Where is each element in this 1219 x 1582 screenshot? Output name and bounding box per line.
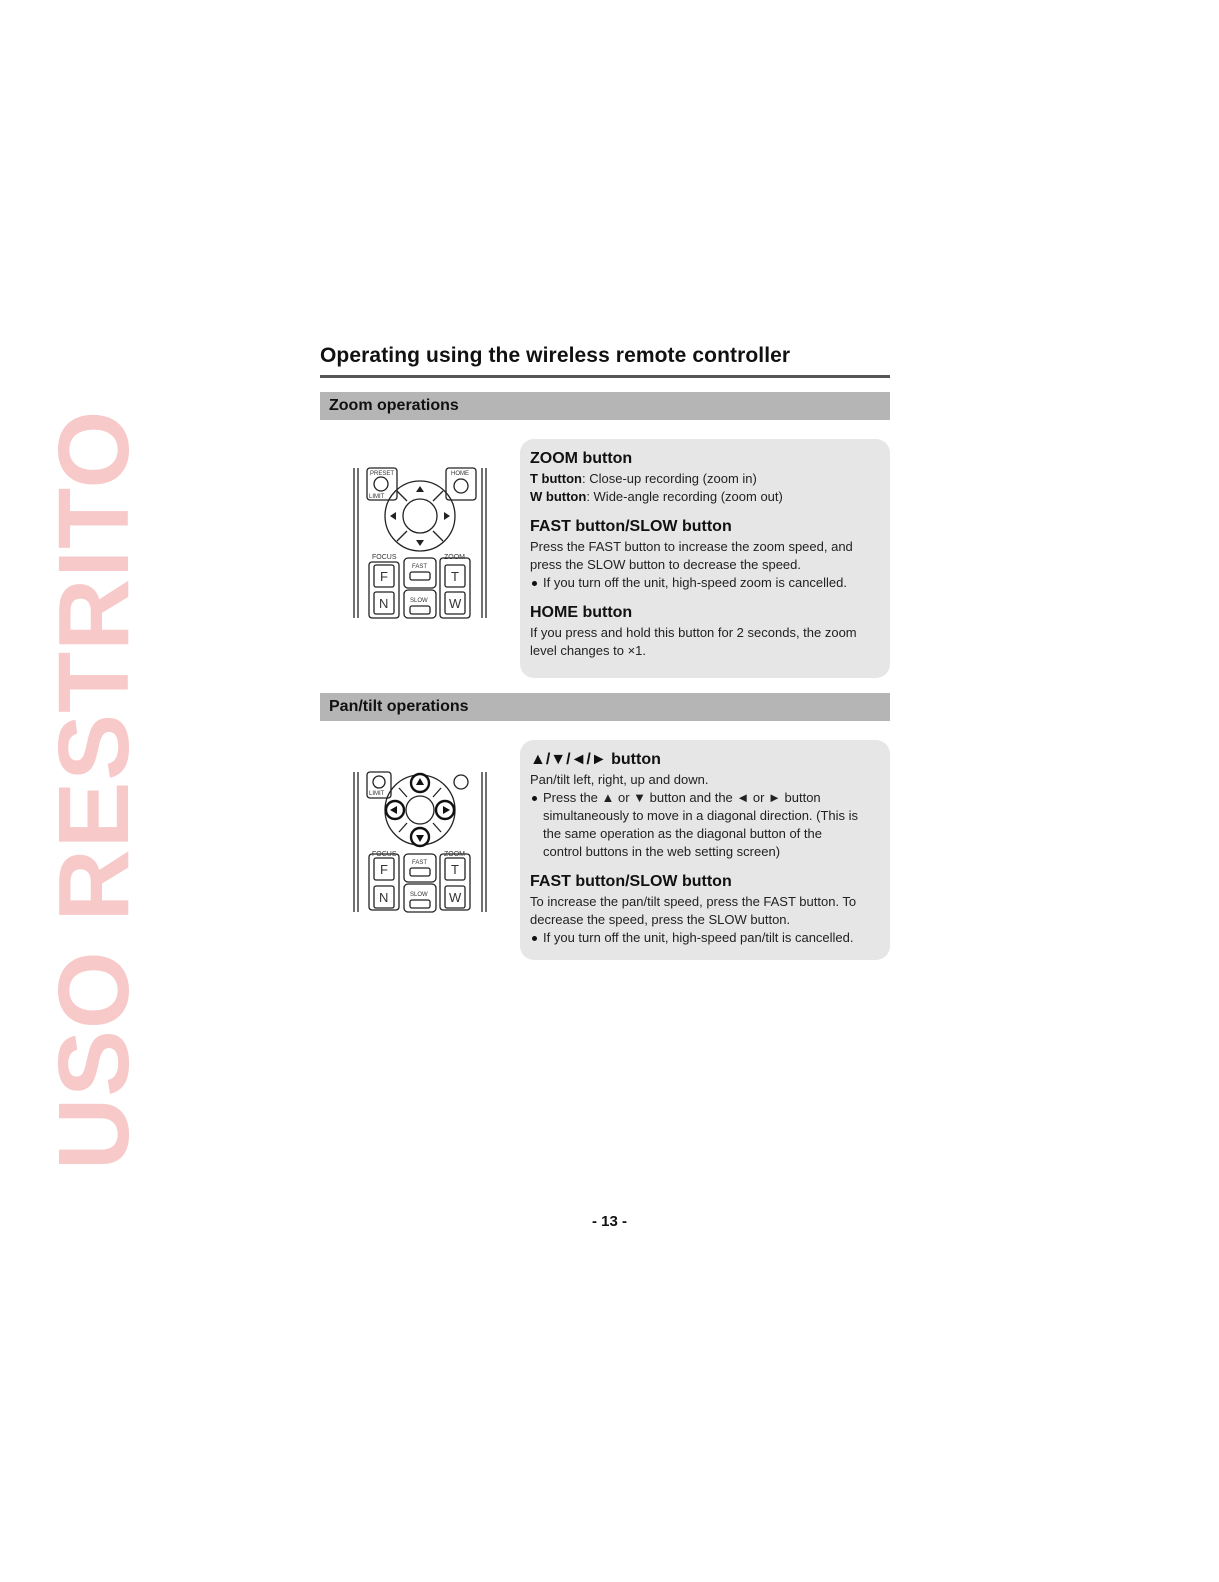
remote-label-f: F (380, 862, 388, 877)
arrow-buttons-heading: ▲/▼/◄/► button (530, 751, 661, 768)
remote-label-focus: FOCUS (372, 554, 397, 561)
remote-label-f: F (380, 569, 388, 584)
fast-slow-line: press the SLOW button to decrease the speed. (530, 557, 801, 572)
title-rule (320, 375, 890, 378)
remote-label-fast: FAST (412, 564, 428, 570)
remote-label-w: W (449, 596, 462, 611)
remote-label-t: T (451, 862, 459, 877)
t-button-label: T button (530, 471, 582, 486)
remote-label-t: T (451, 569, 459, 584)
remote-label-n: N (379, 890, 389, 905)
pantilt-fast-slow-note: If you turn off the unit, high-speed pan/tilt is cancelled. (530, 929, 880, 947)
arrow-buttons-line: Pan/tilt left, right, up and down. (530, 772, 709, 787)
remote-label-slow: SLOW (410, 598, 428, 604)
pantilt-fast-slow-line: decrease the speed, press the SLOW button. (530, 912, 791, 927)
page-title: Operating using the wireless remote controller (320, 344, 791, 367)
t-button-description: T button: Close-up recording (zoom in) (530, 471, 757, 486)
home-button-heading: HOME button (530, 604, 633, 621)
remote-label-focus: FOCUS (372, 851, 397, 858)
remote-label-limit: LIMIT (369, 494, 385, 500)
pantilt-fast-slow-heading: FAST button/SLOW button (530, 873, 732, 890)
zoom-button-heading: ZOOM button (530, 450, 633, 467)
remote-label-zoom: ZOOM (444, 851, 465, 858)
remote-label-slow: SLOW (410, 892, 428, 898)
watermark: USO RESTRITO (38, 409, 150, 1170)
home-button-line: If you press and hold this button for 2 seconds, the zoom (530, 625, 857, 640)
remote-label-preset: PRESET (370, 471, 395, 477)
remote-label-limit: LIMIT (369, 791, 385, 797)
page-number: - 13 - (591, 1213, 627, 1230)
fast-slow-heading: FAST button/SLOW button (530, 518, 732, 535)
w-button-description: W button: Wide-angle recording (zoom out) (530, 489, 783, 504)
remote-label-zoom: ZOOM (444, 554, 465, 561)
remote-label-fast: FAST (412, 860, 428, 866)
home-button-icon (454, 479, 468, 493)
arrow-buttons-note: Press the ▲ or ▼ button and the ◄ or ► button simultaneously to move in a diagonal direction. (This is the same operation as the diagonal button of the control buttons in the web setting screen) (530, 789, 880, 861)
zoom-info-box (520, 439, 890, 678)
remote-illustration-zoom (350, 462, 490, 622)
fast-slow-note: If you turn off the unit, high-speed zoom is cancelled. (530, 574, 880, 592)
section-heading-pantilt: Pan/tilt operations (320, 693, 890, 721)
remote-label-n: N (379, 596, 389, 611)
pantilt-info-box (520, 740, 890, 960)
home-button-line: level changes to ×1. (530, 643, 646, 658)
section-heading-zoom: Zoom operations (320, 392, 890, 420)
remote-illustration-pantilt (350, 766, 490, 916)
remote-label-w: W (449, 890, 462, 905)
w-button-label: W button (530, 489, 587, 504)
fast-slow-line: Press the FAST button to increase the zoom speed, and (530, 539, 853, 554)
remote-label-home: HOME (451, 471, 469, 477)
pantilt-fast-slow-line: To increase the pan/tilt speed, press the FAST button. To (530, 894, 857, 909)
preset-button-icon (374, 477, 388, 491)
